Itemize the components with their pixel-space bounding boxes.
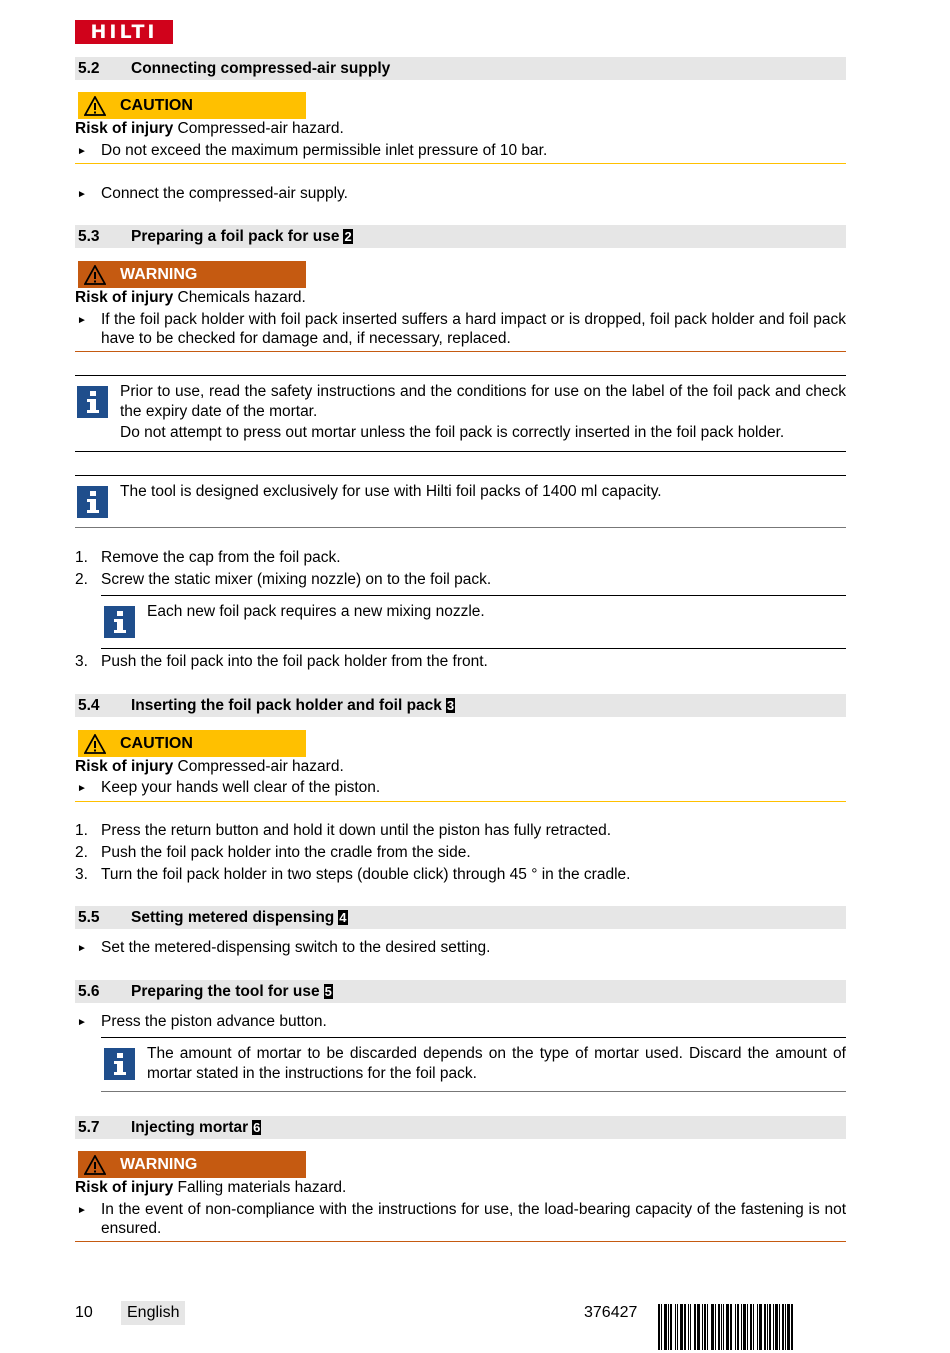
safety-bullet [75,778,846,798]
caution-rule [75,163,846,164]
section-title: Preparing a foil pack for use [131,227,340,245]
risk-label: Risk of injury [75,758,174,775]
language-label: English [121,1301,185,1325]
section-title: Preparing the tool for use [131,982,320,1000]
signal-word: CAUTION [120,734,193,752]
hazard-text: Compressed-air hazard. [177,120,344,137]
signal-word: WARNING [120,265,198,283]
hilti-logo: HILTI [75,20,173,44]
note-rule-top [75,375,846,376]
section-number: 5.4 [78,696,100,714]
section-heading-5-6 [75,980,846,1003]
note-rule-top [101,1037,846,1038]
bullet-text: In the event of non-compliance with the instructions for use, the load-bearing capacity of the fastening is not ensured. [101,1201,846,1237]
bullet-arrow-icon: ► [77,1205,87,1216]
section-heading-5-5 [75,906,846,929]
note-rule-bottom [101,648,846,649]
hazard-text: Falling materials hazard. [177,1179,347,1196]
step-text: Push the foil pack holder into the cradle from the side. [101,844,471,861]
section-number: 5.5 [78,908,100,926]
section-heading-5-2 [75,57,846,80]
hazard-line [75,757,846,776]
info-paragraph: Do not attempt to press out mortar unless the foil pack is correctly inserted in the foil pack holder. [120,424,785,441]
bullet-arrow-icon: ► [77,783,87,794]
step-text: Push the foil pack into the foil pack holder from the front. [101,653,488,670]
action-bullet [75,1012,846,1032]
warning-signal [78,261,306,288]
info-icon [104,1048,135,1080]
note-rule-bottom [75,527,846,528]
figure-reference: 2 [344,229,352,244]
note-rule-top [101,595,846,596]
section-heading-5-4 [75,694,846,717]
bullet-arrow-icon: ► [77,943,87,954]
warning-rule [75,1241,846,1242]
section-number: 5.2 [78,59,100,77]
barcode [658,1304,846,1350]
risk-label: Risk of injury [75,289,174,306]
step-number: 3. [75,866,88,883]
warning-rule [75,351,846,352]
step-number: 2. [75,571,88,588]
step-number: 1. [75,822,88,839]
step-text: Press the return button and hold it down until the piston has fully retracted. [101,822,612,839]
info-note: The amount of mortar to be discarded depends on the type of mortar used. Discard the amount of mortar stated in the instructions for the foil pack. [147,1045,846,1082]
step-number: 2. [75,844,88,861]
hazard-line [75,288,846,307]
risk-label: Risk of injury [75,1179,174,1196]
bullet-text: Do not exceed the maximum permissible inlet pressure of 10 bar. [101,142,548,159]
bullet-arrow-icon: ► [77,1017,87,1028]
bullet-text: Keep your hands well clear of the piston. [101,779,381,796]
figure-reference: 5 [324,984,332,999]
action-bullet [75,184,846,204]
bullet-arrow-icon: ► [77,189,87,200]
section-title: Inserting the foil pack holder and foil pack [131,696,442,714]
note-rule-bottom [101,1091,846,1092]
document-number: 376427 [584,1304,638,1321]
step-text: Remove the cap from the foil pack. [101,549,341,566]
info-note: Each new foil pack requires a new mixing nozzle. [147,603,485,620]
note-rule-top [75,475,846,476]
caution-signal [78,730,306,757]
warning-signal [78,1151,306,1178]
caution-rule [75,801,846,802]
safety-bullet [75,310,846,348]
figure-reference: 4 [339,910,347,925]
caution-signal [78,92,306,119]
figure-reference: 6 [253,1120,261,1135]
section-number: 5.7 [78,1118,100,1136]
warning-triangle-icon [84,1155,106,1175]
page-number: 10 [75,1304,93,1321]
procedure-step [75,548,846,567]
bullet-arrow-icon: ► [77,146,87,157]
procedure-step [75,570,846,589]
info-icon [77,386,108,418]
section-number: 5.6 [78,982,100,1000]
section-heading-5-3 [75,225,846,248]
action-bullet [75,938,846,958]
info-note: The tool is designed exclusively for use with Hilti foil packs of 1400 ml capacity. [120,483,662,500]
section-title: Injecting mortar [131,1118,249,1136]
safety-bullet [75,141,846,161]
signal-word: CAUTION [120,96,193,114]
figure-reference: 3 [446,698,455,713]
hazard-line [75,1178,846,1197]
section-heading-5-7 [75,1116,846,1139]
hazard-text: Compressed-air hazard. [177,758,344,775]
warning-triangle-icon [84,96,106,116]
step-number: 1. [75,549,88,566]
bullet-text: Set the metered-dispensing switch to the desired setting. [101,939,491,956]
info-icon [77,486,108,518]
info-icon [104,606,135,638]
signal-word: WARNING [120,1155,198,1173]
bullet-text: Press the piston advance button. [101,1013,327,1030]
info-paragraph: Prior to use, read the safety instructions and the conditions for use on the label of the foil pack and check the expiry date of the mortar. [120,383,846,420]
info-note [120,382,846,443]
procedure-step [75,652,846,671]
note-rule-bottom [75,451,846,452]
step-text: Screw the static mixer (mixing nozzle) on to the foil pack. [101,571,492,588]
procedure-step [75,821,846,840]
bullet-arrow-icon: ► [77,315,87,326]
section-number: 5.3 [78,227,100,245]
risk-label: Risk of injury [75,120,174,137]
bullet-text: If the foil pack holder with foil pack inserted suffers a hard impact or is dropped, foil pack holder and foil pack have to be checked for damage and, if necessary, replaced. [101,311,846,347]
hazard-text: Chemicals hazard. [177,289,306,306]
warning-triangle-icon [84,265,106,285]
procedure-step [75,865,846,884]
section-title: Connecting compressed-air supply [131,59,391,77]
bullet-text: Connect the compressed-air supply. [101,185,348,202]
hazard-line [75,119,846,138]
step-number: 3. [75,653,88,670]
procedure-step [75,843,846,862]
section-title: Setting metered dispensing [131,908,335,926]
step-text: Turn the foil pack holder in two steps (double click) through 45 ° in the cradle. [101,866,631,883]
safety-bullet [75,1200,846,1238]
warning-triangle-icon [84,734,106,754]
